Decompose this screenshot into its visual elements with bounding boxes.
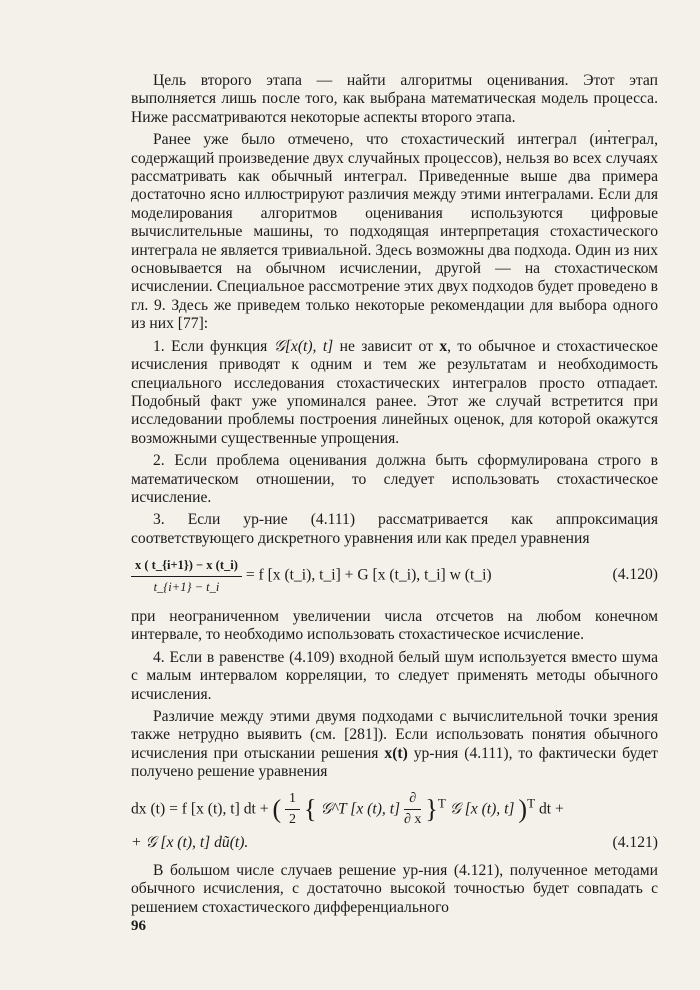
eq120-denominator: t_{i+1} − t_i — [153, 579, 220, 594]
eq121-tail: 𝒢 [x (t), t] — [449, 800, 515, 818]
paragraph-7: 4. Если в равенстве (4.109) входной белый шум используется вместо шума с малым интервалом корреляции, то следует применять методы обычного исчисления. — [131, 648, 658, 703]
p8-rest: ур-ния (4.111), то фактически будет получено решение уравнения — [131, 744, 658, 781]
page-number: 96 — [131, 918, 146, 934]
p8-lead: Различие между этими двумя подходами с вычислительной точки зрения также нетрудно выявить (см. [281]). Если использовать понятия обычного исчисления при отыскании решения — [131, 708, 658, 762]
eq121-partial: $\frac{\partial}{\partial x}$ — [404, 790, 422, 828]
p3-math-g: 𝒢[x(t), t] — [273, 337, 334, 355]
paragraph-1: Цель второго этапа — найти алгоритмы оценивания. Этот этап выполняется лишь после того, как выбрана математическая модель процесса. Ниже рассматриваются некоторые аспекты второго этапа. — [131, 72, 658, 126]
paragraph-6: при неограниченном увеличении числа отсчетов на любом конечном интервале, то необходимо использовать стохастическое исчисление. — [131, 607, 658, 644]
text-column — [131, 72, 658, 921]
eq121-inner: 𝒢^T [x (t), t] — [320, 800, 401, 818]
p3-x: x — [439, 337, 448, 355]
paragraph-5: 3. Если ур-ние (4.111) рассматривается как аппроксимация соответствующего дискретного уравнения или как предел уравнения — [131, 511, 658, 547]
eq121-end: dt + — [538, 800, 564, 818]
eq121-half: $\frac{1}{2}$ — [285, 790, 300, 830]
equation-4-120 — [131, 556, 658, 596]
p3-lead: 1. Если функция — [153, 337, 268, 355]
paragraph-2: Ранее уже было отмечено, что стохастический интеграл (интеграл, содержащий произведение двух случайных процессов), нельзя во всех случаях рассматривать как обычный интеграл. Приведенные выше два примера достаточно ясно иллюстрируют различия между этими интегралами. Если для моделирования алгоритмов оценивания используются цифровые вычислительные машины, то подходящая интерпретация стохастического интеграла не является тривиальной. Здесь возможны два подхода. Один из них основывается на обычном исчислении, другой — на стохастическом исчислении. Специальное рассмотрение этих двух подходов будет проведено в гл. 9. Здесь же приведем только некоторые рекомендации для выбора одного из них [77]: — [131, 131, 658, 333]
equation-4-121-line1: dx (t) = f [x (t), t] dt + ( $\frac{1}{2}$ { 𝒢^T [x (t), t] $\frac{\partial}{\partial x}$ }$^T$ 𝒢 [x (t), t] )$^T$ dt + — [131, 790, 658, 830]
p8-math-x: x(t) — [384, 744, 408, 762]
eq121-line2: + 𝒢 [x (t), t] dũ(t). — [131, 833, 249, 851]
paragraph-4: 2. Если проблема оценивания должна быть сформулирована строго в математическом отношении, то следует использовать стохастическое исчисление. — [131, 452, 658, 506]
paragraph-9: В большом числе случаев решение ур-ния (4.121), полученное методами обычного исчисления, с достаточно высокой точностью будет совпадать с решением стохастического дифференциального — [131, 862, 658, 916]
eq120-number: (4.120) — [612, 566, 658, 584]
paragraph-8 — [131, 708, 658, 782]
eq120-rhs: = f [x (t_i), t_i] + G [x (t_i), t_i] w (t_i) — [245, 566, 492, 584]
paragraph-3 — [131, 338, 658, 448]
eq121-number: (4.121) — [612, 833, 658, 851]
eq121-lhs: dx (t) = f [x (t), t] dt + — [131, 800, 269, 818]
equation-4-121-line2 — [131, 834, 658, 852]
p3-rest: , то обычное и стохастическое исчисления приводят к одним и тем же результатам и необходимость специального исследования стохастических интегралов просто отпадает. Подобный факт уже упоминался ранее. Этот же случай встретится при исследовании проблемы построения линейных оценок, для которой окажутся возможными существенные упрощения. — [131, 337, 658, 447]
p3-mid: не зависит от — [339, 337, 433, 355]
eq120-fraction — [131, 556, 242, 596]
eq120-numerator: x ( t_{i+1}) − x (t_i) — [131, 556, 242, 576]
